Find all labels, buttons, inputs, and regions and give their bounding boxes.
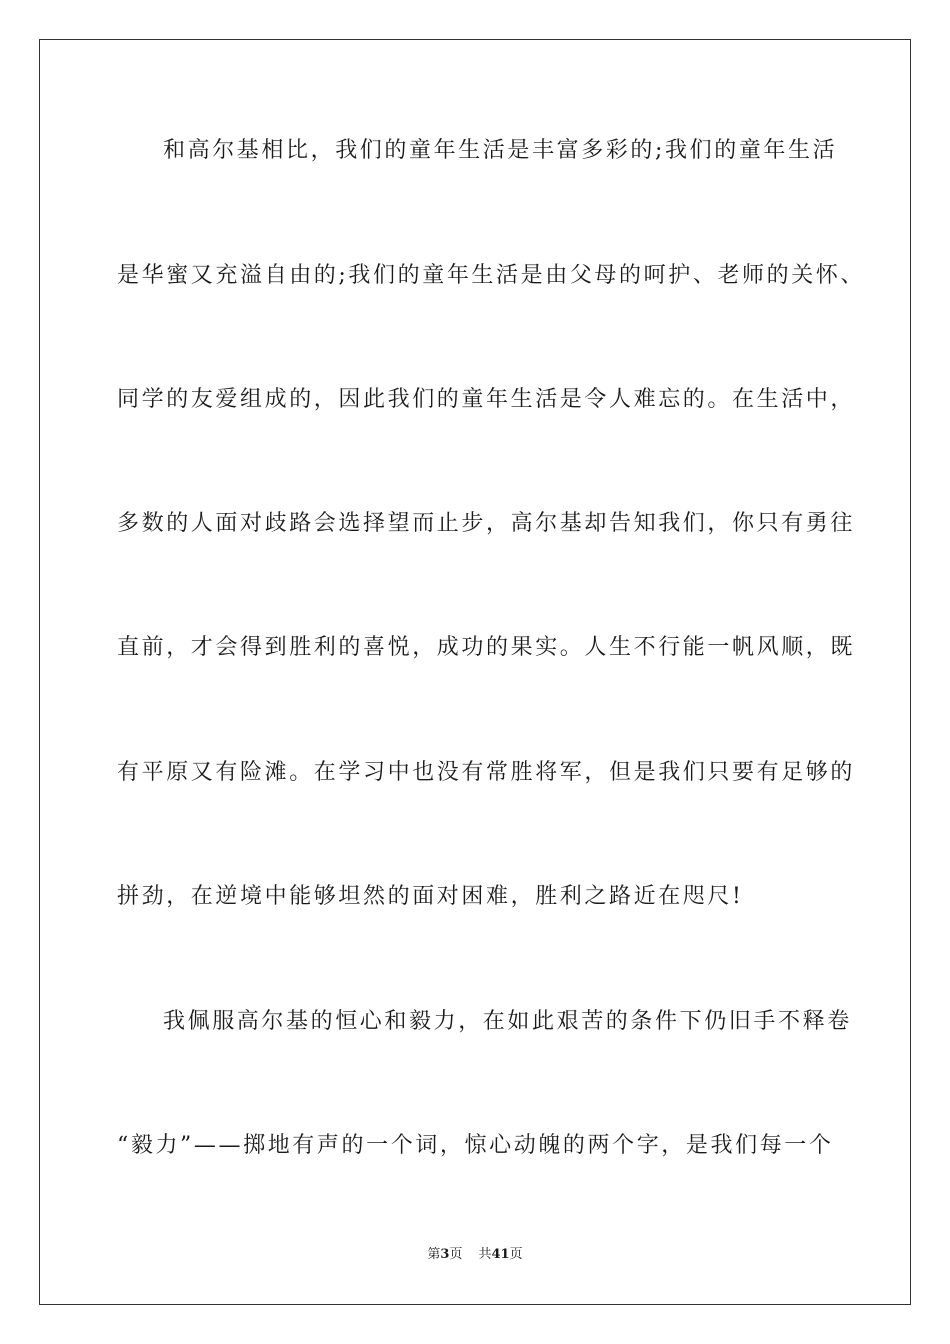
total-suffix: 页 [509,1247,523,1262]
paragraph-line-3: 同学的友爱组成的，因此我们的童年生活是令人难忘的。在生活中， [117,387,856,412]
paragraph-line-2: 是华蜜又充溢自由的;我们的童年生活是由父母的呵护、老师的关怀、 [117,263,866,288]
total-pages: 41 [491,1247,510,1262]
paragraph-line-6: 有平原又有险滩。在学习中也没有常胜将军，但是我们只要有足够的 [117,760,856,785]
paragraph-line-9: “毅力”——掷地有声的一个词，惊心动魄的两个字，是我们每一个 [117,1133,834,1158]
paragraph-line-4: 多数的人面对歧路会选择望而止步，高尔基却告知我们，你只有勇往 [117,511,856,536]
page-border [39,39,911,1305]
paragraph-line-1: 和高尔基相比，我们的童年生活是丰富多彩的;我们的童年生活 [163,138,838,163]
page-footer [0,1247,950,1263]
total-prefix: 共 [478,1247,492,1262]
paragraph-line-5: 直前，才会得到胜利的喜悦，成功的果实。人生不行能一帆风顺，既 [117,635,856,660]
page-suffix: 页 [449,1247,463,1262]
paragraph-line-7: 拼劲，在逆境中能够坦然的面对困难，胜利之路近在咫尺! [117,884,744,909]
page-number: 3 [440,1247,450,1262]
page-prefix: 第 [427,1247,441,1262]
paragraph-line-8: 我佩服高尔基的恒心和毅力，在如此艰苦的条件下仍旧手不释卷 [163,1009,852,1034]
